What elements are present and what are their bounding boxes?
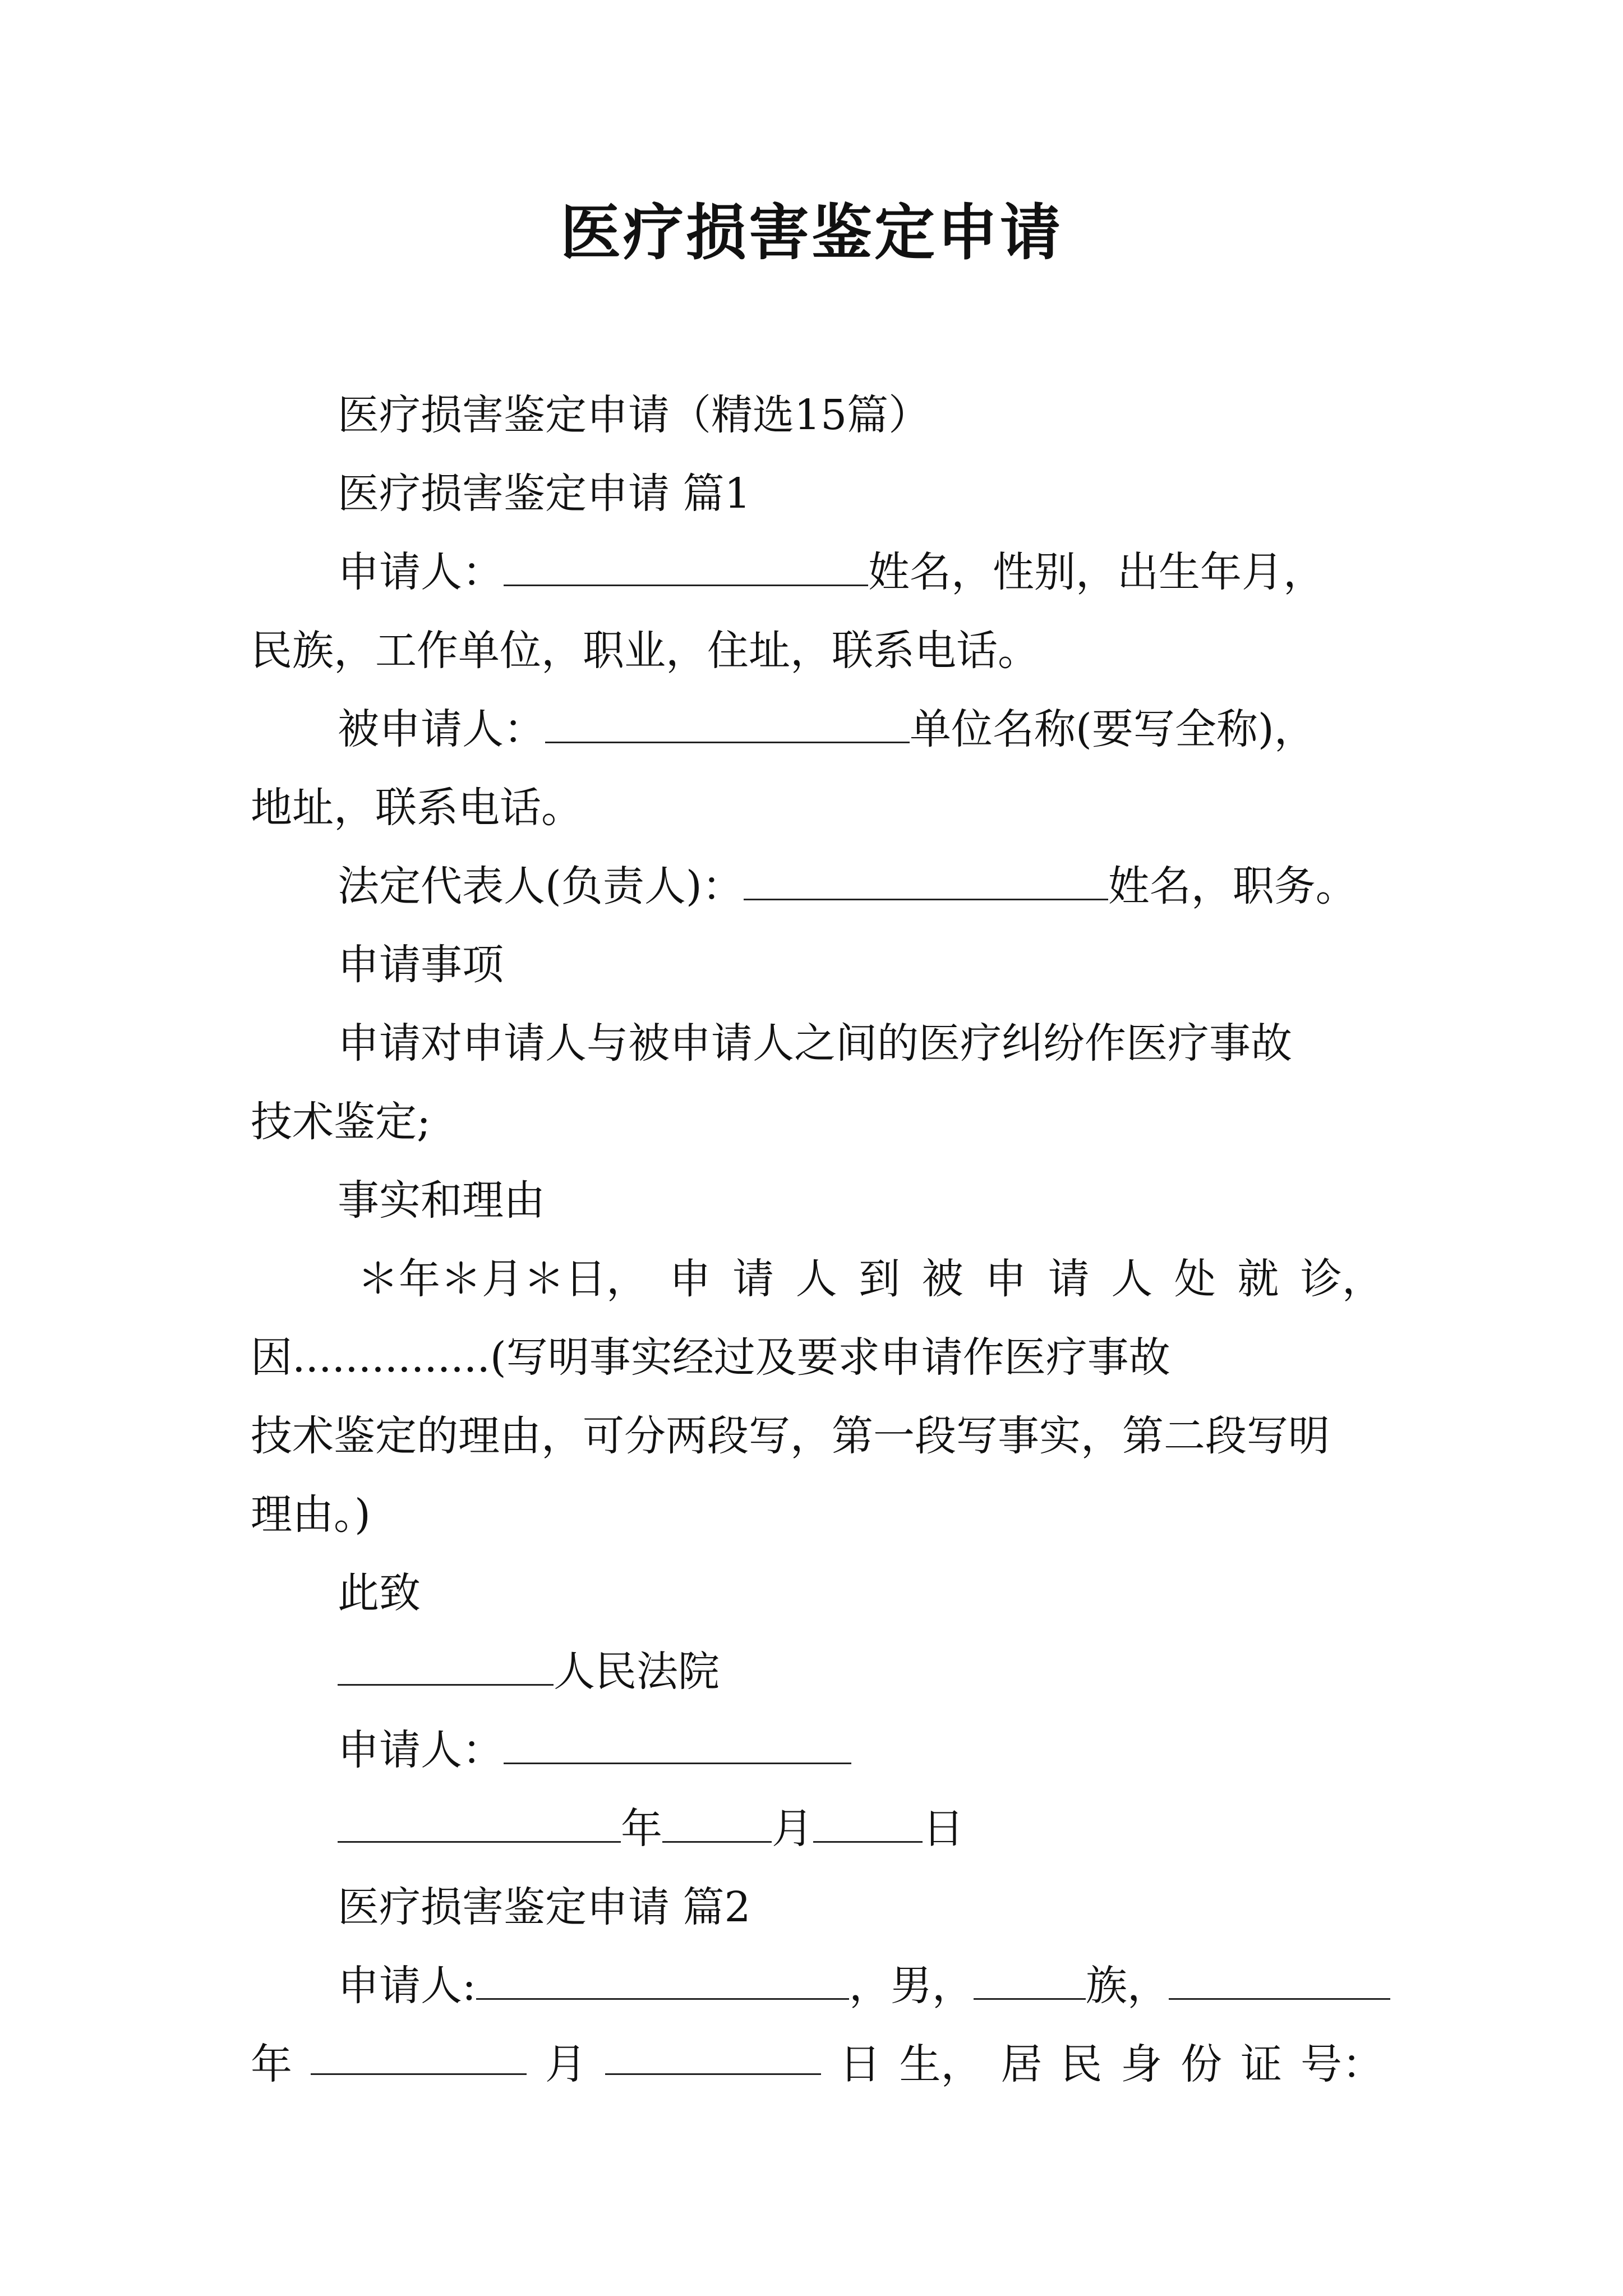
- facts-word: 请: [1048, 1255, 1090, 1303]
- year-blank: [338, 1793, 621, 1843]
- line-section-1-heading: 医疗损害鉴定申请 篇1: [338, 470, 751, 518]
- birth-word: 日: [839, 2040, 881, 2088]
- facts-word: 请: [732, 1255, 774, 1303]
- birth-month-label: 月: [545, 2040, 587, 2088]
- line-request-body: 申请对申请人与被申请人之间的医疗纠纷作医疗事故: [338, 1019, 1292, 1068]
- facts-word: 诊，: [1300, 1255, 1384, 1303]
- line-court: [251, 1632, 1384, 1711]
- signature-blank: [504, 1714, 851, 1764]
- line-facts-date: [251, 1240, 1384, 1318]
- line-signature: [251, 1711, 1384, 1789]
- line-request-body-cont: 技术鉴定;: [251, 1098, 431, 1146]
- line-applicant-hint-cont: 民族，工作单位，职业，住址，联系电话。: [251, 627, 1039, 675]
- day-blank: [813, 1793, 923, 1843]
- court-label: 人民法院: [554, 1648, 720, 1696]
- birth-word: 身: [1121, 2040, 1163, 2088]
- applicant-2-gender: ，男，: [849, 1962, 974, 2010]
- legal-rep-hint: 姓名，职务。: [1108, 862, 1357, 910]
- birth-day-blank: [605, 2025, 821, 2075]
- facts-word: 申: [985, 1255, 1027, 1303]
- day-label: 日: [923, 1805, 964, 1853]
- line-section-2-heading: 医疗损害鉴定申请 篇2: [338, 1883, 751, 1931]
- applicant-2-label: 申请人:: [338, 1962, 476, 2010]
- facts-word: 处: [1174, 1255, 1216, 1303]
- line-facts-reason: 因...............(写明事实经过及要求申请作医疗事故: [251, 1333, 1170, 1382]
- birth-word: 份: [1181, 2040, 1223, 2088]
- applicant-2-blank: [476, 1950, 849, 2000]
- page-title: 医疗损害鉴定申请: [560, 197, 1063, 268]
- line-applicant-2: [251, 1947, 1384, 2025]
- signature-label: 申请人：: [338, 1726, 504, 1774]
- facts-word: 人: [1111, 1255, 1153, 1303]
- birth-month-blank: [311, 2025, 527, 2075]
- legal-rep-label: 法定代表人(负责人)：: [338, 862, 744, 910]
- line-facts-reason-cont: 技术鉴定的理由，可分两段写，第一段写事实，第二段写明: [251, 1412, 1330, 1460]
- facts-word: 到: [859, 1255, 901, 1303]
- birth-word: 居: [1000, 2040, 1043, 2088]
- applicant-blank: [504, 536, 868, 586]
- birth-word: 号：: [1300, 2040, 1384, 2088]
- line-respondent: [251, 690, 1384, 769]
- month-blank: [662, 1793, 772, 1843]
- facts-word: 人: [795, 1255, 837, 1303]
- facts-word: 被: [921, 1255, 963, 1303]
- legal-rep-blank: [744, 850, 1108, 900]
- line-facts-heading: 事实和理由: [338, 1176, 545, 1225]
- line-date: [251, 1789, 1384, 1868]
- applicant-label: 申请人：: [338, 548, 504, 596]
- line-facts-reason-end: 理由。): [251, 1490, 371, 1539]
- document-body: [251, 376, 1384, 2104]
- line-request-heading: 申请事项: [338, 941, 504, 989]
- court-blank: [338, 1636, 554, 1686]
- month-label: 月: [772, 1805, 813, 1853]
- respondent-label: 被申请人：: [338, 705, 545, 753]
- respondent-blank: [545, 693, 910, 743]
- line-birthdate: [251, 2025, 1384, 2104]
- birth-word: 民: [1061, 2040, 1103, 2088]
- facts-word: 申: [669, 1255, 711, 1303]
- facts-word: ＊年＊月＊日，: [357, 1255, 648, 1303]
- birth-year-blank-start: [1169, 1950, 1390, 2000]
- line-applicant: [251, 533, 1384, 611]
- ethnicity-blank: [974, 1950, 1086, 2000]
- facts-word: 就: [1237, 1255, 1279, 1303]
- birth-word: 生，: [899, 2040, 983, 2088]
- line-legal-rep: [251, 847, 1384, 926]
- ethnicity-label: 族，: [1085, 1962, 1169, 2010]
- applicant-hint: 姓名，性别，出生年月，: [868, 548, 1325, 596]
- line-respondent-hint-cont: 地址，联系电话。: [251, 784, 583, 832]
- line-salutation: 此致: [338, 1569, 421, 1617]
- year-label: 年: [621, 1805, 662, 1853]
- line-collection-title: 医疗损害鉴定申请（精选15篇）: [338, 391, 930, 439]
- birth-word: 证: [1241, 2040, 1283, 2088]
- respondent-hint: 单位名称(要写全称)，: [910, 705, 1316, 753]
- birth-year-label: 年: [251, 2040, 292, 2088]
